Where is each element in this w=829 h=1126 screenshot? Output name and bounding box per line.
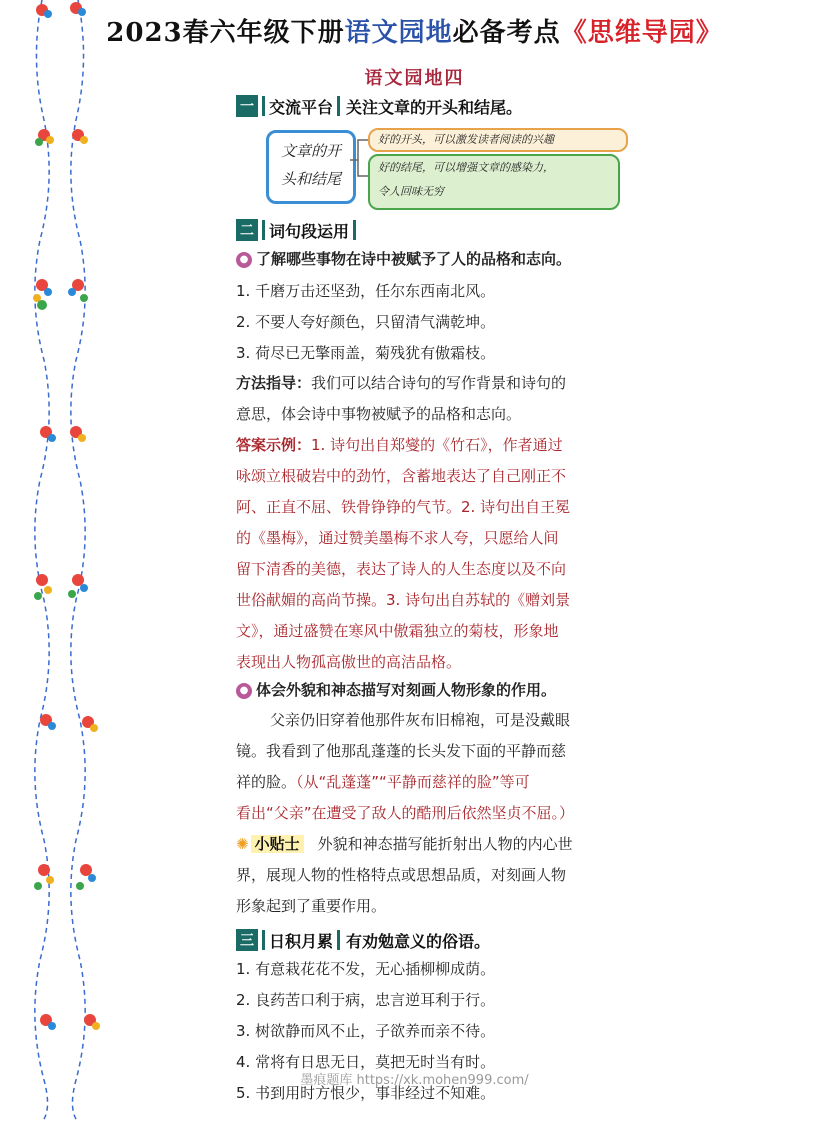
passage-line-2: 镜。我看到了他那乱蓬蓬的长头发下面的平静而慈 bbox=[236, 742, 567, 760]
title-part-3: 必备考点 bbox=[452, 18, 561, 48]
answer-line-7: 文》，通过盛赞在寒风中傲霜独立的菊枝，形象地 bbox=[236, 622, 559, 640]
passage-line-4: 看出“父亲”在遭受了敌人的酷刑后依然坚贞不屈。） bbox=[236, 804, 575, 822]
passage-line-3 bbox=[236, 767, 530, 798]
poem-item-3: 3. 荷尽已无擎雨盖，菊残犹有傲霜枝。 bbox=[236, 344, 496, 362]
answer-line-1 bbox=[236, 430, 563, 461]
section-divider bbox=[337, 96, 340, 116]
mindmap-connector bbox=[350, 138, 370, 182]
question1-title bbox=[236, 244, 571, 275]
answer-line-3: 阿、正直不屈、铁骨铮铮的气节。2. 诗句出自王冕 bbox=[236, 498, 571, 516]
question2-text: 体会外貌和神态描写对刻画人物形象的作用。 bbox=[256, 681, 557, 699]
method-label: 方法指导： bbox=[236, 374, 312, 392]
question-icon: ● bbox=[236, 252, 252, 268]
proverb-item-5: 5. 书到用时方恨少，事非经过不知难。 bbox=[236, 1084, 496, 1102]
subtitle: 语文园地四 bbox=[364, 68, 465, 89]
tip-label: 小贴士 bbox=[251, 835, 304, 853]
tip-text-1: 外貌和神态描写能折射出人物的内心世 bbox=[317, 835, 573, 853]
left-border-decoration-2 bbox=[48, 0, 108, 1122]
method-line-1 bbox=[236, 368, 566, 399]
mindmap-center-line2: 头和结尾 bbox=[280, 170, 341, 188]
proverb-item-4: 4. 常将有日思无日，莫把无时当有时。 bbox=[236, 1053, 496, 1071]
section-divider bbox=[353, 220, 356, 240]
proverb-item-3: 3. 树欲静而风不止，子欲养而亲不待。 bbox=[236, 1022, 496, 1040]
proverb-item-1: 1. 有意栽花花不发，无心插柳柳成荫。 bbox=[236, 960, 496, 978]
answer-label: 答案示例： bbox=[236, 436, 312, 454]
tip-line-3: 形象起到了重要作用。 bbox=[236, 897, 387, 915]
passage-line-1: 父亲仍旧穿着他那件灰布旧棉袍，可是没戴眼 bbox=[270, 711, 571, 729]
section3-heading bbox=[236, 928, 636, 952]
watermark: 墨痕题库 https://xk.mohen999.com/ bbox=[300, 1073, 529, 1088]
section2-name: 词句段运用 bbox=[269, 221, 350, 241]
question2-title bbox=[236, 675, 556, 706]
method-line-2: 意思，体会诗中事物被赋予的品格和志向。 bbox=[236, 405, 522, 423]
tip-line-2: 界，展现人物的性格特点或思想品质，对刻画人物 bbox=[236, 866, 567, 884]
title-part-4: 《思维导园》 bbox=[560, 18, 723, 48]
answer-line-5: 留下清香的美德，表达了诗人的人生态度以及不向 bbox=[236, 560, 567, 578]
mindmap-top-node: 好的开头，可以激发读者阅读的兴趣 bbox=[368, 128, 628, 152]
answer-line-6: 世俗献媚的高尚节操。3. 诗句出自苏轼的《赠刘景 bbox=[236, 591, 571, 609]
section-divider bbox=[262, 930, 265, 950]
mindmap-center-line1: 文章的开 bbox=[280, 142, 341, 160]
section-divider bbox=[337, 930, 340, 950]
section3-name: 日积月累 bbox=[269, 931, 334, 951]
passage-red-3: （从“乱蓬蓬”“平静而慈祥的脸”等可 bbox=[296, 773, 530, 791]
section3-desc: 有劝勉意义的俗语。 bbox=[346, 931, 491, 951]
lightbulb-icon: ✺ bbox=[236, 835, 249, 853]
mindmap-bottom-line2: 令人回味无穷 bbox=[378, 185, 444, 198]
answer-line-2: 咏颂立根破岩中的劲竹，含蓄地表达了自己刚正不 bbox=[236, 467, 567, 485]
question-icon: ● bbox=[236, 683, 252, 699]
section2-heading bbox=[236, 218, 636, 242]
section1-name: 交流平台 bbox=[269, 97, 334, 117]
answer-text-1: 1. 诗句出自郑燮的《竹石》，作者通过 bbox=[311, 436, 563, 454]
section1-number: 一 bbox=[236, 95, 258, 117]
method-text-1: 我们可以结合诗句的写作背景和诗句的 bbox=[311, 374, 567, 392]
passage-text-3: 祥的脸。 bbox=[236, 773, 297, 791]
tip-line-1 bbox=[236, 829, 573, 860]
poem-item-1: 1. 千磨万击还坚劲，任尔东西南北风。 bbox=[236, 282, 496, 300]
title-part-2: 语文园地 bbox=[344, 18, 453, 48]
answer-line-4: 的《墨梅》，通过赞美墨梅不求人夸，只愿给人间 bbox=[236, 529, 559, 547]
answer-line-8: 表现出人物孤高傲世的高洁品格。 bbox=[236, 653, 462, 671]
section-divider bbox=[262, 96, 265, 116]
section-divider bbox=[262, 220, 265, 240]
poem-item-2: 2. 不要人夸好颜色，只留清气满乾坤。 bbox=[236, 313, 496, 331]
mindmap-bottom-node bbox=[368, 154, 620, 210]
mindmap-center bbox=[266, 130, 356, 204]
mindmap bbox=[262, 128, 622, 208]
section3-number: 三 bbox=[236, 929, 258, 951]
page-title bbox=[0, 12, 829, 54]
section1-desc: 关注文章的开头和结尾。 bbox=[346, 97, 523, 117]
proverb-item-2: 2. 良药苦口利于病，忠言逆耳利于行。 bbox=[236, 991, 496, 1009]
mindmap-bottom-line1: 好的结尾，可以增强文章的感染力， bbox=[378, 161, 554, 174]
title-part-1: 2023春六年级下册 bbox=[106, 18, 345, 48]
section2-number: 二 bbox=[236, 219, 258, 241]
section1-heading bbox=[236, 94, 636, 118]
question1-text: 了解哪些事物在诗中被赋予了人的品格和志向。 bbox=[256, 250, 572, 268]
